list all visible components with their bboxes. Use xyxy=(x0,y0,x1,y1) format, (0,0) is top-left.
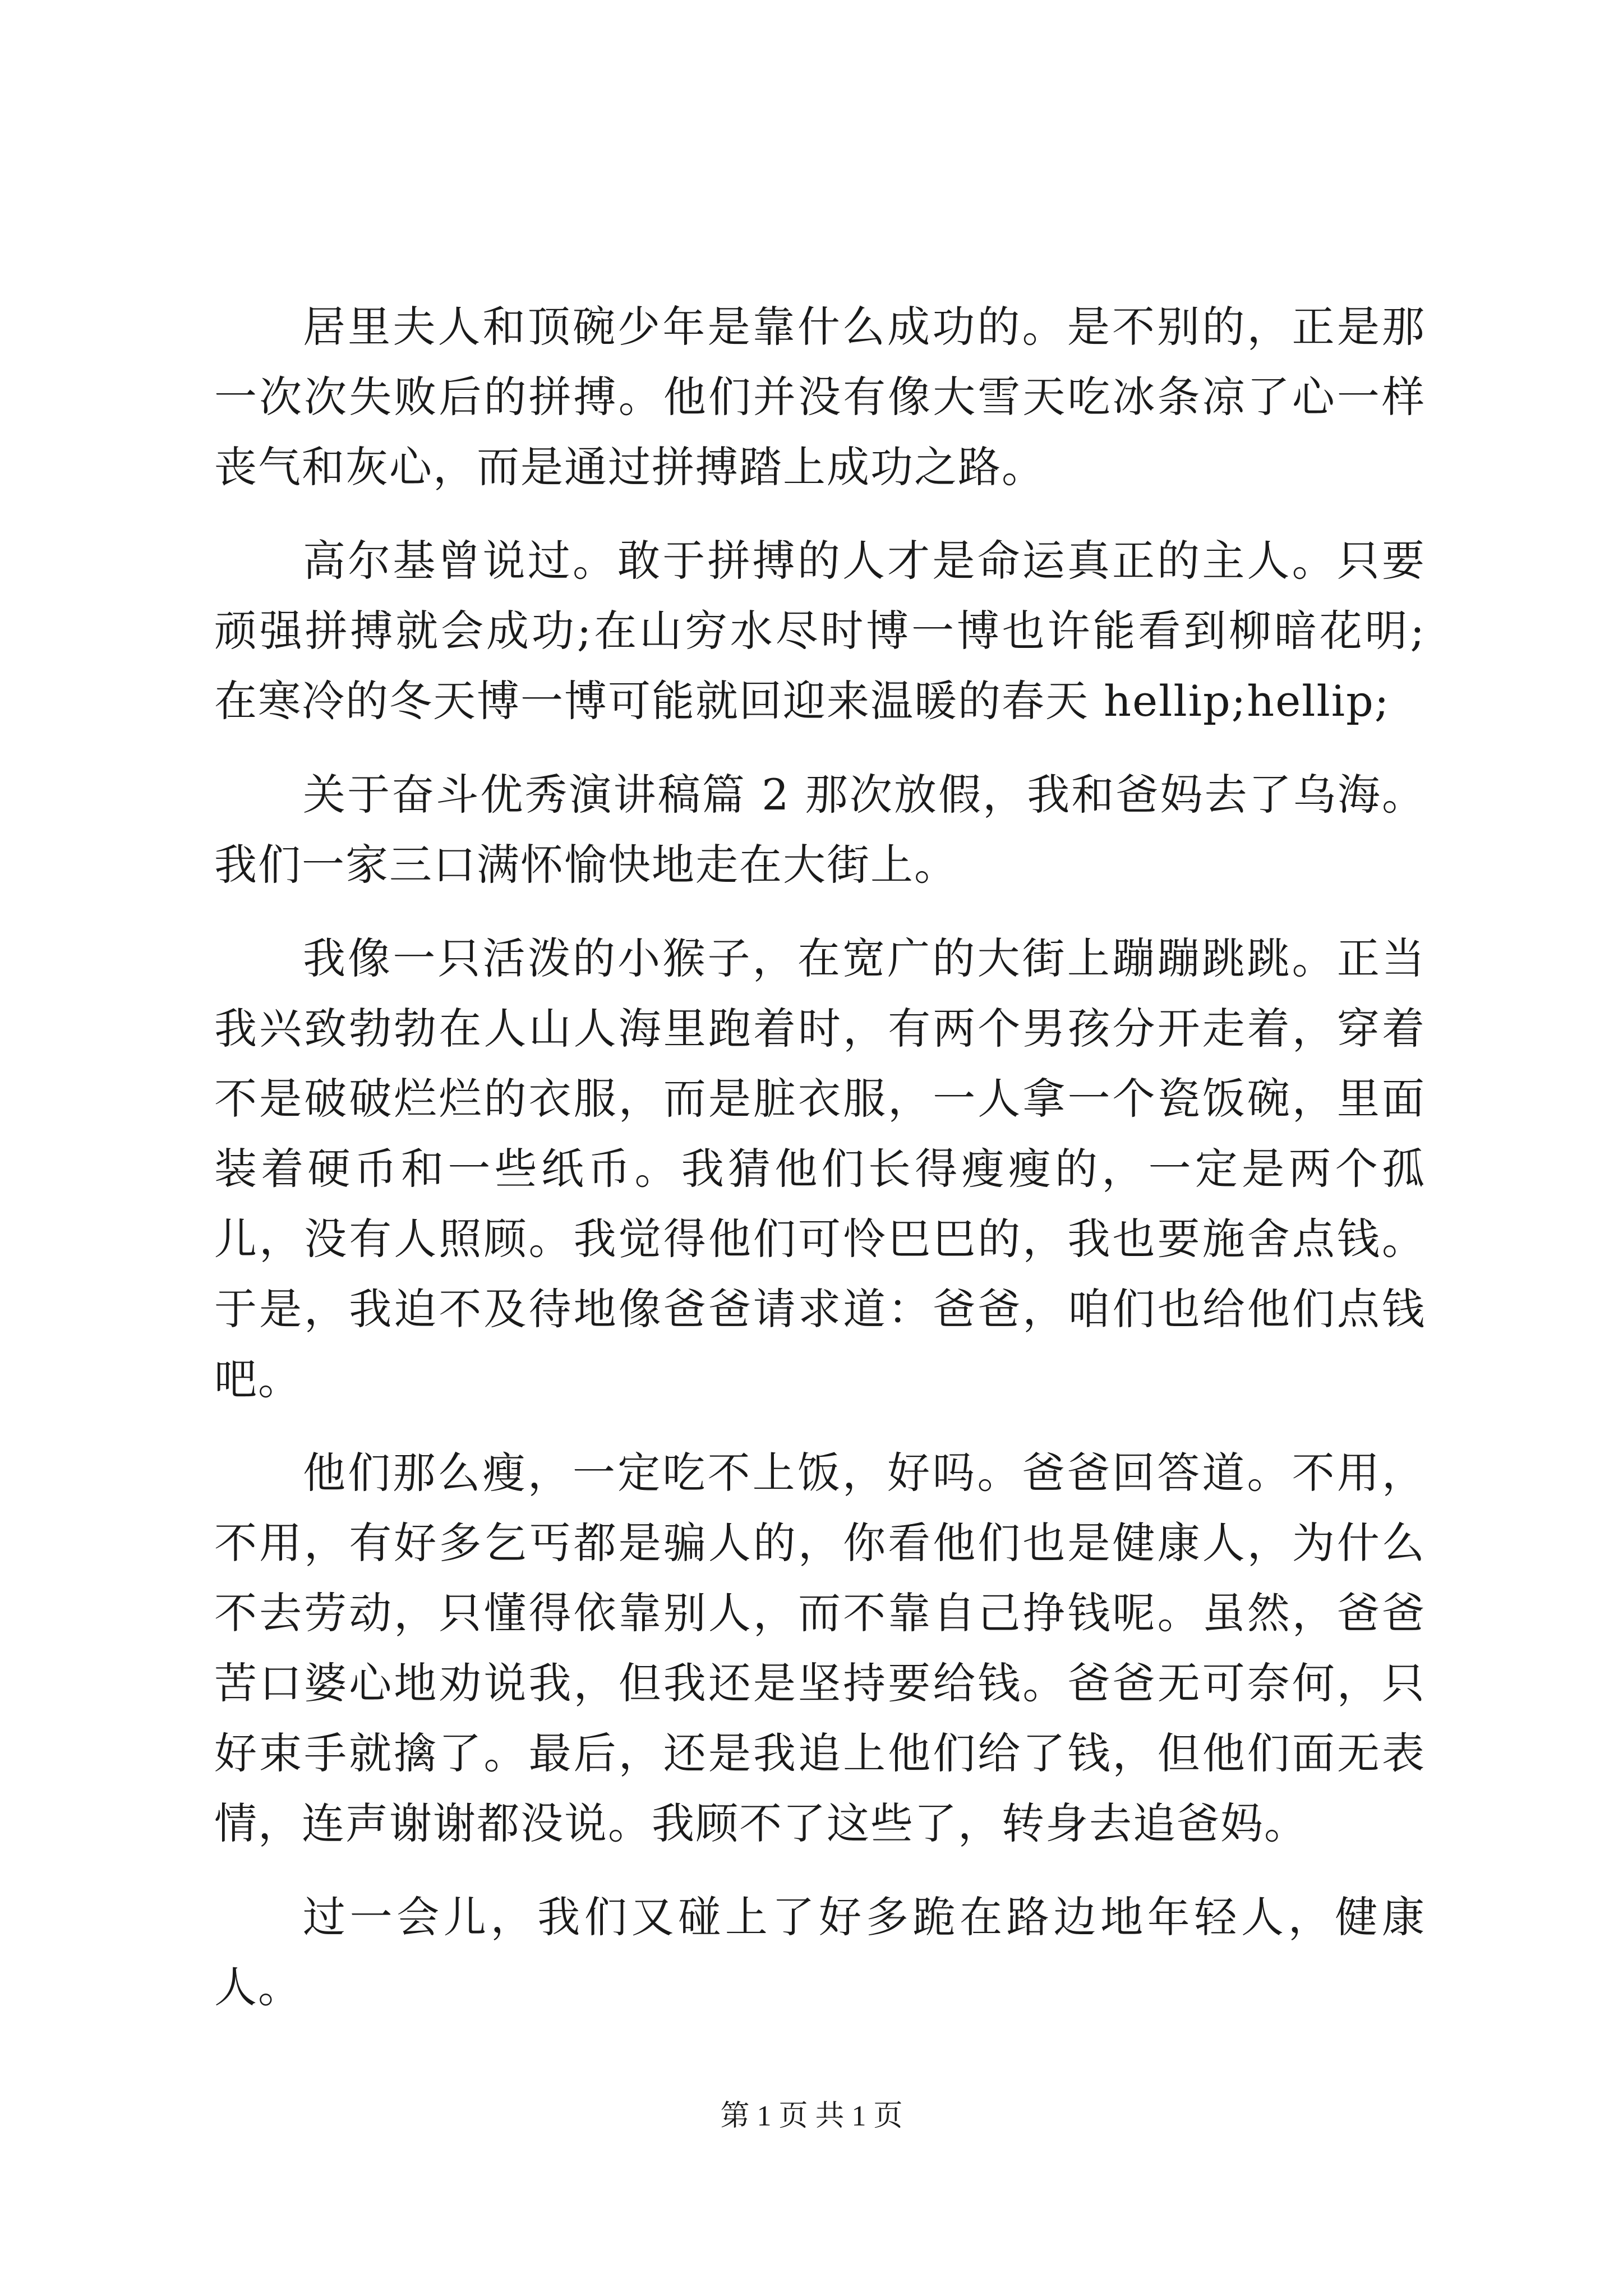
page-footer: 第 1 页 共 1 页 xyxy=(720,2100,903,2132)
paragraph-3: 关于奋斗优秀演讲稿篇 2 那次放假，我和爸妈去了乌海。我们一家三口满怀愉快地走在大街上。 xyxy=(214,770,1426,890)
paragraph-2: 高尔基曾说过。敢于拼搏的人才是命运真正的主人。只要顽强拼搏就会成功;在山穷水尽时博一博也许能看到柳暗花明;在寒冷的冬天博一博可能就回迎来温暖的春天 hellip;hellip; xyxy=(214,536,1426,726)
paragraph-5: 他们那么瘦，一定吃不上饭，好吗。爸爸回答道。不用，不用，有好多乞丐都是骗人的，你看他们也是健康人，为什么不去劳动，只懂得依靠别人，而不靠自己挣钱呢。虽然，爸爸苦口婆心地劝说我，但我还是坚持要给钱。爸爸无可奈何，只好束手就擒了。最后，还是我追上他们给了钱，但他们面无表情，连声谢谢都没说。我顾不了这些了，转身去追爸妈。 xyxy=(214,1448,1426,1848)
paragraph-4: 我像一只活泼的小猴子，在宽广的大街上蹦蹦跳跳。正当我兴致勃勃在人山人海里跑着时，有两个男孩分开走着，穿着不是破破烂烂的衣服，而是脏衣服，一人拿一个瓷饭碗，里面装着硬币和一些纸币。我猜他们长得瘦瘦的，一定是两个孤儿，没有人照顾。我觉得他们可怜巴巴的，我也要施舍点钱。于是，我迫不及待地像爸爸请求道：爸爸，咱们也给他们点钱吧。 xyxy=(214,933,1426,1404)
document-body xyxy=(214,292,1426,2046)
paragraph-6: 过一会儿，我们又碰上了好多跪在路边地年轻人，健康人。 xyxy=(214,1892,1426,2012)
paragraph-1: 居里夫人和顶碗少年是靠什么成功的。是不别的，正是那一次次失败后的拼搏。他们并没有像大雪天吃冰条凉了心一样丧气和灰心，而是通过拼搏踏上成功之路。 xyxy=(214,302,1426,492)
